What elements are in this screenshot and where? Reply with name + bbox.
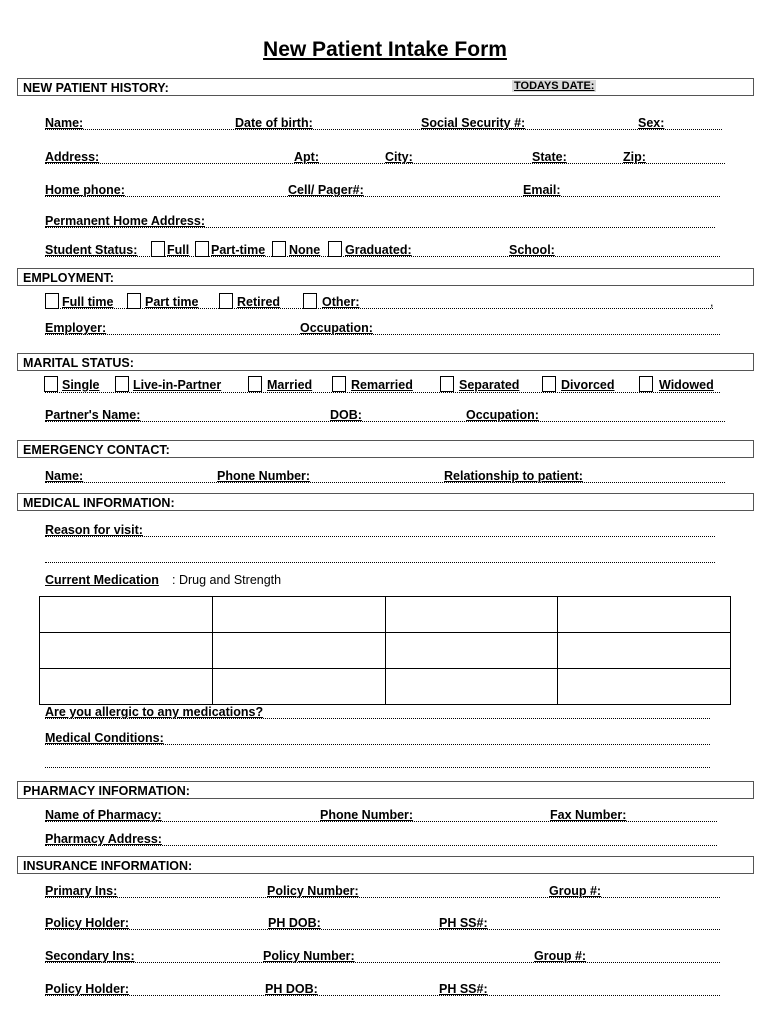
student-status-label: Student Status: — [45, 243, 138, 257]
section-insurance-information — [17, 856, 754, 874]
allergy-field[interactable] — [45, 701, 710, 721]
section-emergency-contact — [17, 440, 754, 458]
permanent-address-label: Permanent Home Address: — [45, 214, 205, 228]
emergency-fields[interactable] — [45, 465, 725, 485]
row-underline — [45, 392, 720, 393]
marital-remarried-label: Remarried — [351, 378, 413, 392]
section-label: MARITAL STATUS: — [23, 356, 134, 370]
employment-other-checkbox[interactable] — [303, 293, 317, 309]
dob-label: Date of birth: — [235, 116, 313, 130]
sex-label: Sex: — [638, 116, 665, 130]
history-row2-fields[interactable] — [45, 146, 725, 166]
section-label: MEDICAL INFORMATION: — [23, 496, 175, 510]
table-cell[interactable] — [212, 669, 385, 705]
todays-date-label: TODAYS DATE: — [514, 80, 595, 92]
section-label: EMPLOYMENT: — [23, 271, 114, 285]
student-graduated-label: Graduated: — [345, 243, 412, 257]
primary-ins-label: Primary Ins: — [45, 884, 118, 898]
section-medical-information — [17, 493, 754, 511]
table-cell[interactable] — [558, 669, 731, 705]
pharmacy-phone-label: Phone Number: — [320, 808, 414, 822]
employment-retired-label: Retired — [237, 295, 281, 309]
medication-table — [39, 596, 731, 705]
policy-holder-2-label: Policy Holder: — [45, 982, 130, 996]
pharmacy-fax-label: Fax Number: — [550, 808, 627, 822]
emergency-name-label: Name: — [45, 469, 84, 483]
student-full-label: Full — [167, 243, 190, 257]
apt-label: Apt: — [294, 150, 319, 164]
student-full-checkbox[interactable] — [151, 241, 165, 257]
marital-widowed-checkbox[interactable] — [639, 376, 653, 392]
marital-separated-label: Separated — [459, 378, 520, 392]
employment-part-time-label: Part time — [145, 295, 199, 309]
marital-single-checkbox[interactable] — [44, 376, 58, 392]
state-label: State: — [532, 150, 567, 164]
city-label: City: — [385, 150, 413, 164]
table-row — [40, 669, 731, 705]
reason-for-visit-line2[interactable] — [45, 562, 715, 563]
employment-other-label: Other: — [322, 295, 360, 309]
marital-remarried-checkbox[interactable] — [332, 376, 346, 392]
reason-for-visit-label: Reason for visit: — [45, 523, 143, 537]
table-cell[interactable] — [558, 597, 731, 633]
pharmacy-address-label: Pharmacy Address: — [45, 832, 162, 846]
group-2-label: Group #: — [534, 949, 587, 963]
employment-retired-checkbox[interactable] — [219, 293, 233, 309]
emergency-relationship-label: Relationship to patient: — [444, 469, 583, 483]
home-phone-label: Home phone: — [45, 183, 125, 197]
partner-dob-label: DOB: — [330, 408, 362, 422]
page-title: New Patient Intake Form — [263, 38, 507, 61]
section-label: PHARMACY INFORMATION: — [23, 784, 190, 798]
marital-married-label: Married — [267, 378, 313, 392]
employment-full-time-label: Full time — [62, 295, 114, 309]
section-label: EMERGENCY CONTACT: — [23, 443, 170, 457]
marital-widowed-label: Widowed — [659, 378, 714, 392]
table-cell[interactable] — [212, 597, 385, 633]
name-label: Name: — [45, 116, 84, 130]
section-new-patient-history — [17, 78, 754, 96]
table-cell[interactable] — [558, 633, 731, 669]
policy-holder-2-fields[interactable] — [45, 978, 720, 998]
permanent-address-field[interactable] — [45, 210, 715, 230]
table-row — [40, 633, 731, 669]
pharmacy-name-label: Name of Pharmacy: — [45, 808, 162, 822]
pharmacy-address-field[interactable] — [45, 828, 717, 848]
marital-separated-checkbox[interactable] — [440, 376, 454, 392]
marital-divorced-checkbox[interactable] — [542, 376, 556, 392]
policy-number-2-label: Policy Number: — [263, 949, 355, 963]
zip-label: Zip: — [623, 150, 646, 164]
trailing-comma: , — [710, 295, 714, 309]
table-cell[interactable] — [212, 633, 385, 669]
student-part-time-checkbox[interactable] — [195, 241, 209, 257]
section-label: NEW PATIENT HISTORY: — [23, 81, 169, 95]
student-none-checkbox[interactable] — [272, 241, 286, 257]
email-label: Email: — [523, 183, 561, 197]
employment-part-time-checkbox[interactable] — [127, 293, 141, 309]
marital-divorced-label: Divorced — [561, 378, 615, 392]
medical-conditions-label: Medical Conditions: — [45, 731, 164, 745]
ph-dob-2-label: PH DOB: — [265, 982, 318, 996]
reason-for-visit-field[interactable] — [45, 519, 715, 539]
ph-ss-label: PH SS#: — [439, 916, 488, 930]
history-row3-fields[interactable] — [45, 179, 720, 199]
marital-live-in-checkbox[interactable] — [115, 376, 129, 392]
section-employment — [17, 268, 754, 286]
medical-conditions-field[interactable] — [45, 727, 710, 747]
school-label: School: — [509, 243, 555, 257]
pharmacy-fields[interactable] — [45, 804, 717, 824]
partner-fields[interactable] — [45, 404, 725, 424]
student-none-label: None — [289, 243, 321, 257]
marital-live-in-label: Live-in-Partner — [133, 378, 222, 392]
section-pharmacy-information — [17, 781, 754, 799]
ph-dob-label: PH DOB: — [268, 916, 321, 930]
primary-ins-fields[interactable] — [45, 880, 720, 900]
section-marital-status — [17, 353, 754, 371]
employer-label: Employer: — [45, 321, 107, 335]
emergency-phone-label: Phone Number: — [217, 469, 311, 483]
secondary-ins-fields[interactable] — [45, 945, 720, 965]
table-row — [40, 597, 731, 633]
policy-holder-fields[interactable] — [45, 912, 720, 932]
student-part-time-label: Part-time — [211, 243, 266, 257]
employment-full-time-checkbox[interactable] — [45, 293, 59, 309]
medical-conditions-line2[interactable] — [45, 767, 710, 768]
marital-single-label: Single — [62, 378, 100, 392]
marital-married-checkbox[interactable] — [248, 376, 262, 392]
group-label: Group #: — [549, 884, 602, 898]
policy-number-label: Policy Number: — [267, 884, 359, 898]
table-cell[interactable] — [40, 597, 213, 633]
ph-ss-2-label: PH SS#: — [439, 982, 488, 996]
partner-name-label: Partner's Name: — [45, 408, 141, 422]
table-cell[interactable] — [40, 669, 213, 705]
drug-strength-label: : Drug and Strength — [172, 573, 282, 587]
partner-occupation-label: Occupation: — [466, 408, 539, 422]
address-label: Address: — [45, 150, 100, 164]
employer-fields[interactable] — [45, 317, 720, 337]
policy-holder-label: Policy Holder: — [45, 916, 130, 930]
history-row1-fields[interactable] — [45, 112, 722, 132]
allergy-label: Are you allergic to any medications? — [45, 705, 264, 719]
table-cell[interactable] — [385, 633, 558, 669]
ssn-label: Social Security #: — [421, 116, 526, 130]
current-medication-label: Current Medication — [45, 573, 159, 587]
student-graduated-checkbox[interactable] — [328, 241, 342, 257]
secondary-ins-label: Secondary Ins: — [45, 949, 135, 963]
table-cell[interactable] — [40, 633, 213, 669]
occupation-label: Occupation: — [300, 321, 373, 335]
table-cell[interactable] — [385, 597, 558, 633]
cell-pager-label: Cell/ Pager#: — [288, 183, 364, 197]
section-label: INSURANCE INFORMATION: — [23, 859, 193, 873]
table-cell[interactable] — [385, 669, 558, 705]
